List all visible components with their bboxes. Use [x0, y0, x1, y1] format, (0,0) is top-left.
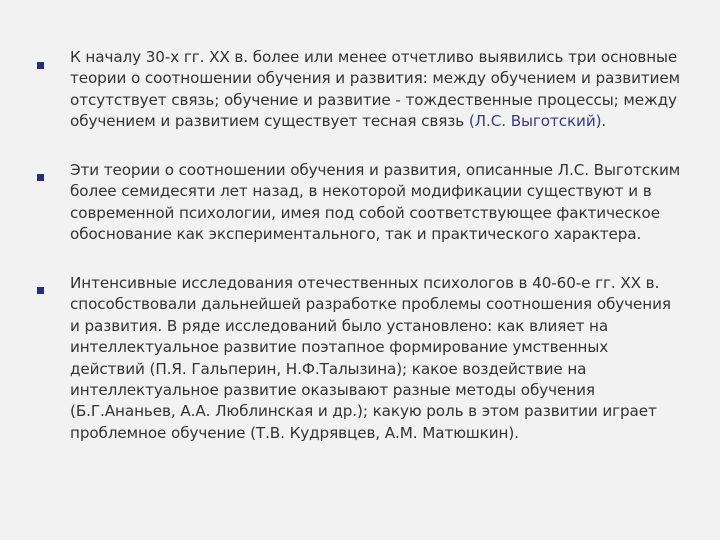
- reference-citation: (Л.С. Выготский).: [468, 112, 607, 131]
- bullet-text: Интенсивные исследования отечественных психологов в 40-60-е гг. XX в. способствовали дальнейшей разработке проблемы соотношения обучения и развития. В ряде исследований было установлено: как влияет на интеллектуальное развитие поэтапное формирование умственных действий (П.Я. Гальперин, Н.Ф.Талызина); какое воздействие на интеллектуальное развитие оказывают разные методы обучения (Б.Г.Ананьев, А.А. Люблинская и др.); какую роль в этом развитии играет проблемное обучение (Т.В. Кудрявцев, А.М. Матюшкин).: [70, 274, 671, 442]
- bullet-marker-icon: [37, 287, 44, 294]
- bullet-text: [70, 47, 685, 133]
- bullet-marker-icon: [37, 174, 44, 181]
- bullet-text: Эти теории о соотношении обучения и развития, описанные Л.С. Выготским более семидесяти лет назад, в некоторой модификации существуют и в современной психологии, имея под собой соответствующее фактическое обоснование как экспериментального, так и практического характера.: [70, 161, 681, 244]
- bullet-text-body: К началу 30-х гг. XX в. более или менее отчетливо выявились три основные теории о соотношении обучения и развития: между обучением и развитием отсутствует связь; обучение и развитие - тождественные процессы; между обучением и развитием существует тесная связь: [70, 48, 680, 131]
- bullet-marker-icon: [37, 62, 44, 69]
